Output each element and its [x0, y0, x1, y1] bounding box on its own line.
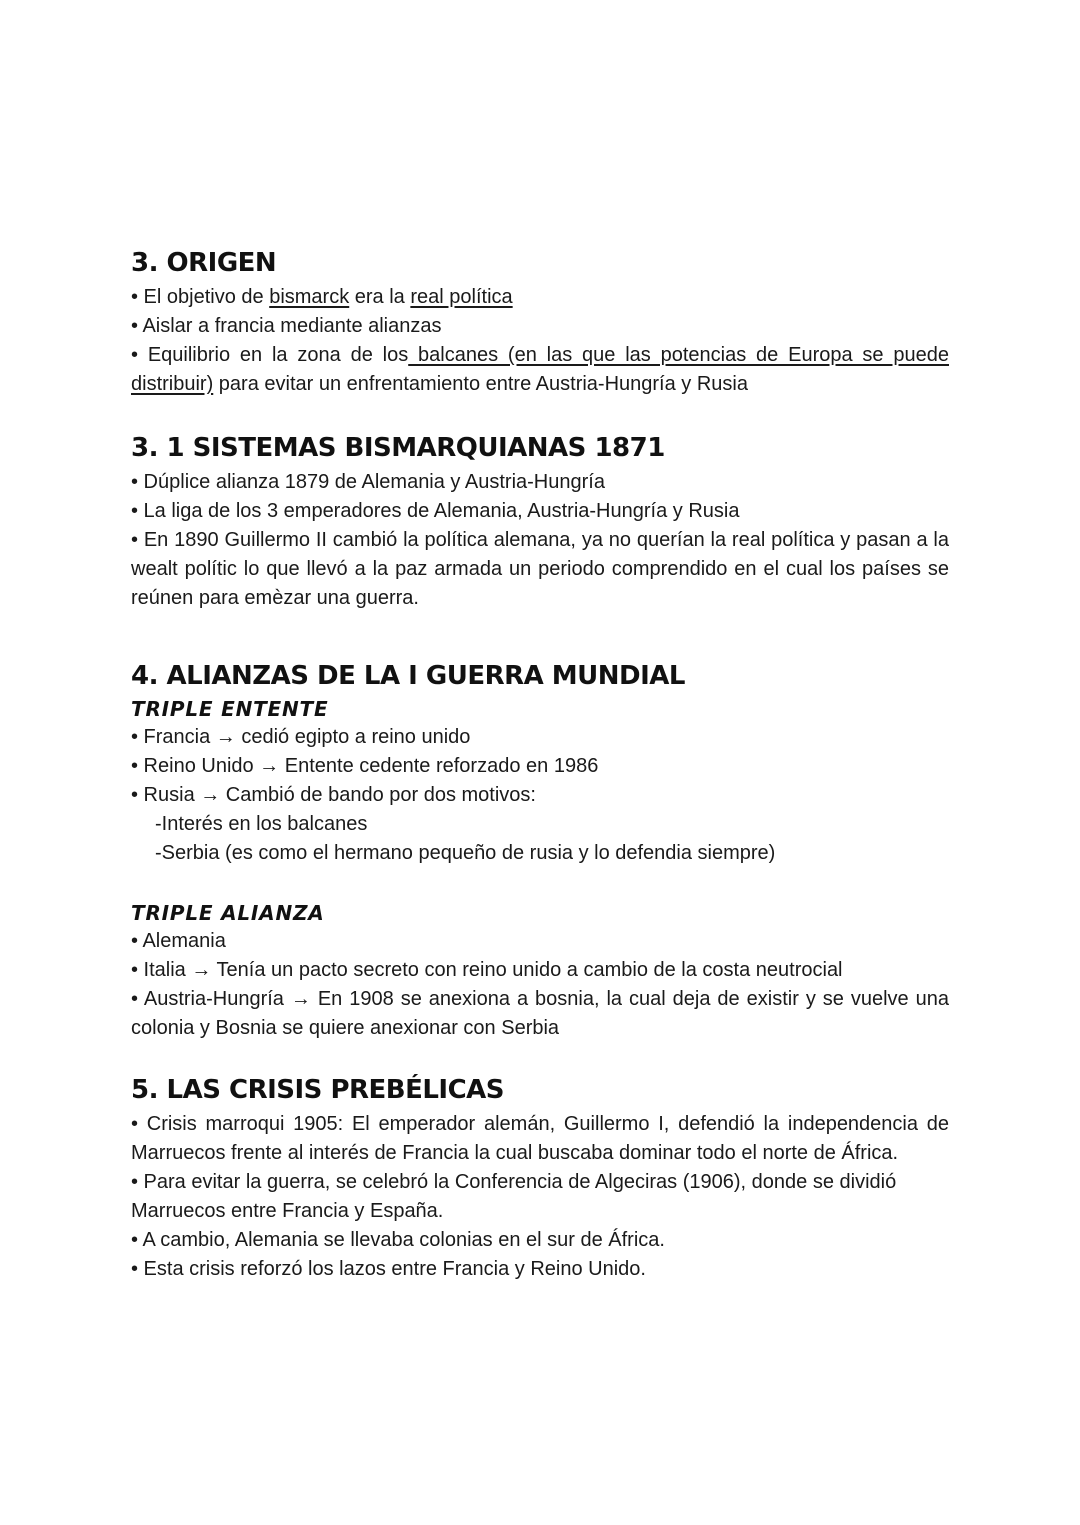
bullet-equilibrio: • Equilibrio en la zona de los balcanes (en las que las potencias de Europa se puede distribuir) para evitar un enfrentamiento entre Austria-Hungría y Rusia [131, 344, 949, 395]
section-sistemas-bismarquianas [131, 431, 949, 613]
bullet-rusia: • Rusia → Cambió de bando por dos motivos: [131, 784, 536, 806]
bismarck-underlined: bismarck [269, 286, 350, 308]
bullet-crisis-marroqui: • Crisis marroqui 1905: El emperador alemán, Guillermo I, defendió la independencia de Marruecos frente al interés de Francia la cual buscaba dominar todo el norte de África. [131, 1113, 949, 1164]
section-title-alianzas: 4. ALIANZAS DE LA I GUERRA MUNDIAL [131, 661, 685, 691]
section-title-crisis: 5. LAS CRISIS PREBÉLICAS [131, 1075, 505, 1105]
bullet-lazos: • Esta crisis reforzó los lazos entre Francia y Reino Unido. [131, 1258, 646, 1280]
bullet-colonias: • A cambio, Alemania se llevaba colonias en el sur de África. [131, 1229, 665, 1251]
bullet-austria-hungria: • Austria-Hungría → En 1908 se anexiona a bosnia, la cual deja de existir y se vuelve una colonia y Bosnia se quiere anexionar con Serbia [131, 988, 949, 1039]
bullet-liga: • La liga de los 3 emperadores de Alemania, Austria-Hungría y Rusia [131, 500, 740, 522]
bullet-alemania: • Alemania [131, 930, 226, 952]
subheading-triple-entente: TRIPLE ENTENTE [131, 697, 329, 721]
bullet-francia: • Francia → cedió egipto a reino unido [131, 726, 471, 748]
bullet-aislar: • Aislar a francia mediante alianzas [131, 315, 442, 337]
bullet-reino-unido: • Reino Unido → Entente cedente reforzado en 1986 [131, 755, 599, 777]
document-content [131, 246, 949, 1284]
section-crisis-prebelicas [131, 1073, 949, 1284]
sub-bullet-balcanes: -Interés en los balcanes [155, 813, 368, 835]
bullet-duplice: • Dúplice alianza 1879 de Alemania y Austria-Hungría [131, 471, 605, 493]
balcanes-underlined: balcanes (en las que las potencias de Europa se puede distribuir) [131, 344, 949, 395]
bullet-objetivo: • El objetivo de bismarck era la real política [131, 286, 513, 308]
section-title-sistemas: 3. 1 SISTEMAS BISMARQUIANAS 1871 [131, 433, 665, 463]
real-politica-underlined: real política [410, 286, 513, 308]
sub-bullet-serbia: -Serbia (es como el hermano pequeño de rusia y lo defendia siempre) [155, 842, 776, 864]
section-alianzas [131, 659, 949, 1043]
bullet-algeciras: • Para evitar la guerra, se celebró la Conferencia de Algeciras (1906), donde se dividió Marruecos entre Francia y España. [131, 1171, 897, 1222]
section-title-origen: 3. ORIGEN [131, 248, 277, 278]
subheading-triple-alianza: TRIPLE ALIANZA [131, 901, 325, 925]
section-origen [131, 246, 949, 399]
bullet-guillermo: • En 1890 Guillermo II cambió la política alemana, ya no querían la real política y pasan a la wealt polític lo que llevó a la paz armada un periodo comprendido en el cual los países se reúnen para emèzar una guerra. [131, 529, 949, 609]
bullet-italia: • Italia → Tenía un pacto secreto con reino unido a cambio de la costa neutrocial [131, 959, 843, 981]
